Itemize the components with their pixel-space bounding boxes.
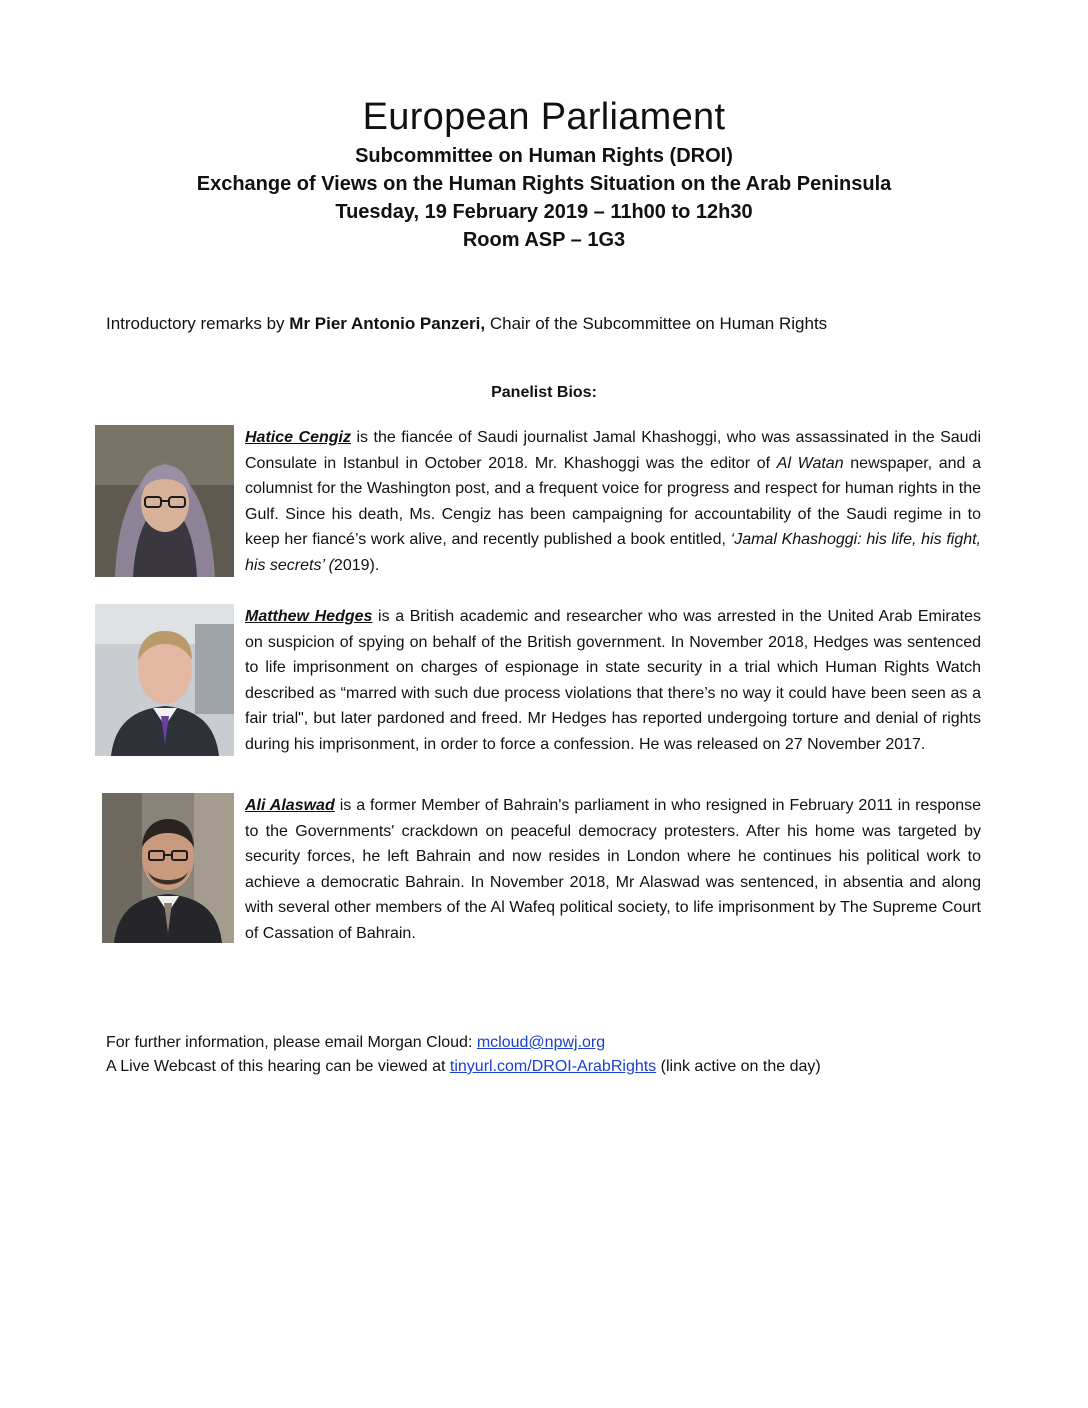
bio-text-body: is a former Member of Bahrain's parliament in who resigned in February 2011 in response to the Governments' crackdown on peaceful democracy protesters. After his home was targeted by security forces, he left Bahrain and now resides in London where he continues his political work to achieve a democratic Bahrain. In November 2018, Mr Alaswad was sentenced, in absentia and along with several other members of the Al Wafeq political society, to life imprisonment by The Supreme Court of Cassation of Bahrain. (245, 797, 982, 942)
subcommittee-line: Subcommittee on Human Rights (DROI) (355, 145, 733, 167)
bio-text-part-a: is the fiancée of Saudi journalist Jamal Khashoggi, who was assassinated in the Saudi Consulate in Istanbul in October 2018. Mr. Khashoggi was the editor of (245, 429, 981, 472)
event-title-line: Exchange of Views on the Human Rights Situation on the Arab Peninsula (196, 173, 892, 195)
bio-name-hatice-cengiz: Hatice Cengiz (245, 429, 351, 446)
bio-name-matthew-hedges: Matthew Hedges (245, 608, 373, 625)
webcast-link[interactable]: tinyurl.com/DROI-ArabRights (449, 1058, 657, 1075)
introductory-remarks (106, 314, 1006, 334)
contact-prefix: For further information, please email Morgan Cloud: (106, 1034, 477, 1051)
bio-text-part-c: 2019). (333, 556, 380, 574)
bio-text-hatice-cengiz (245, 425, 981, 579)
panelists-heading: Panelist Bios: (491, 384, 597, 401)
intro-prefix: Introductory remarks by (106, 314, 290, 333)
portrait-hatice-cengiz (95, 425, 234, 577)
bio-text-matthew-hedges (245, 604, 981, 758)
bio-text-ali-alaswad (245, 793, 981, 947)
event-date-line: Tuesday, 19 February 2019 – 11h00 to 12h30 (335, 201, 753, 223)
intro-suffix: Chair of the Subcommittee on Human Rights (485, 314, 828, 333)
webcast-line (106, 1055, 1006, 1079)
bio-em-book-title: ‘Jamal Khashoggi: his life, his fight, his secrets’ ( (245, 531, 982, 574)
webcast-suffix: (link active on the day) (656, 1058, 821, 1075)
portrait-matthew-hedges (95, 604, 234, 756)
intro-speaker-name: Mr Pier Antonio Panzeri, (289, 314, 486, 333)
bio-text-part-b: newspaper, and a columnist for the Washington post, and a frequent voice for progress and respect for human rights in the Gulf. Since his death, Ms. Cengiz has been campaigning for accountability of the Saudi regime in to keep her fiancé’s work alive, and recently published a book entitled, (245, 454, 982, 549)
email-link[interactable]: mcloud@npwj.org (476, 1034, 606, 1051)
document-header (60, 92, 1028, 254)
portrait-ali-alaswad (102, 793, 234, 943)
bio-em-al-watan: Al Watan (776, 454, 844, 472)
bio-name-ali-alaswad: Ali Alaswad (245, 797, 335, 814)
document-footer (106, 1031, 1006, 1079)
bio-text-body: is a British academic and researcher who was arrested in the United Arab Emirates on suspicion of spying on behalf of the British government. In November 2018, Hedges was sentenced to life imprisonment on charges of espionage in state security in a trial which Human Rights Watch described as “marred with such due process violations that there’s no way it could have been seen as a fair trial", but later pardoned and freed. Mr Hedges has reported undergoing torture and denial of rights during his imprisonment, in order to force a confession. He was released on 27 November 2017. (245, 608, 981, 753)
contact-line (106, 1031, 1006, 1055)
event-room-line: Room ASP – 1G3 (462, 229, 626, 251)
webcast-prefix: A Live Webcast of this hearing can be viewed at (106, 1058, 450, 1075)
document-title: European Parliament (362, 96, 726, 138)
